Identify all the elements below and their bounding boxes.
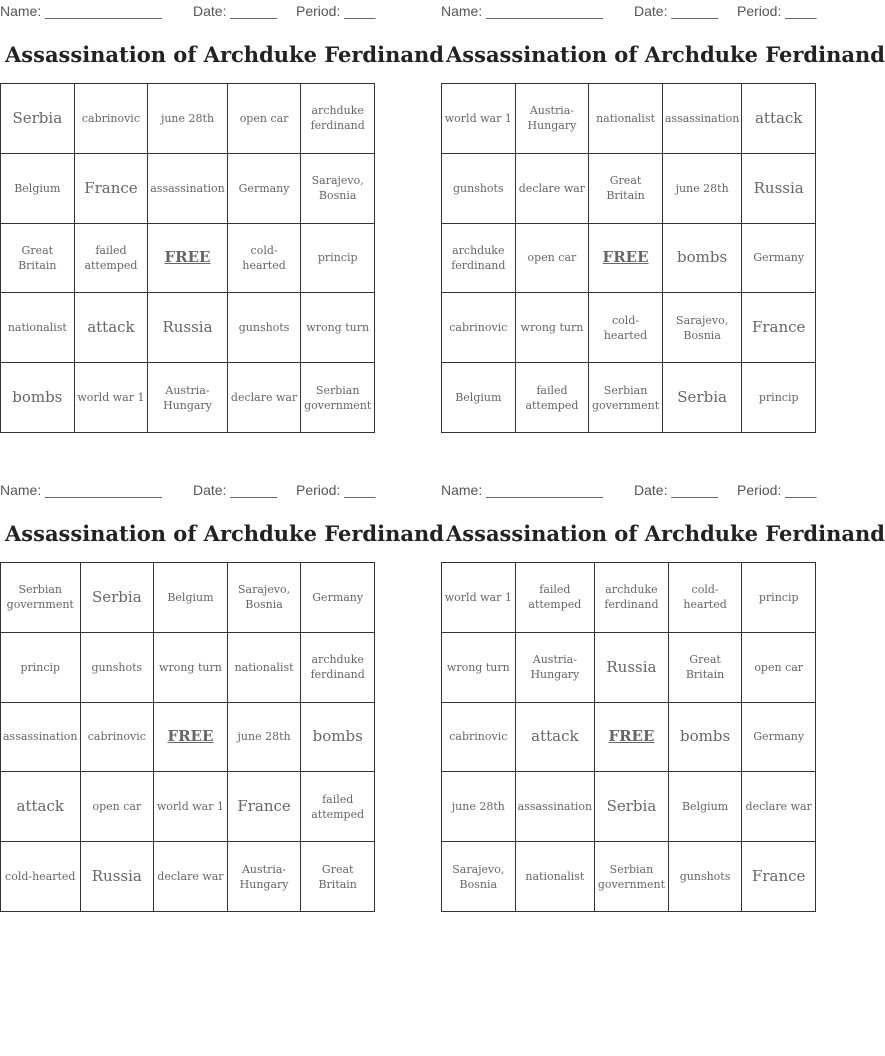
- card-title: Assassination of Archduke Ferdinand: [5, 521, 444, 546]
- bingo-cell: attack: [516, 703, 596, 773]
- bingo-cell: Serbian government: [589, 363, 663, 433]
- bingo-cell: archduke ferdinand: [301, 633, 375, 703]
- bingo-card: [0, 479, 444, 891]
- bingo-cell: world war 1: [442, 84, 516, 154]
- bingo-cell: Serbia: [595, 772, 669, 842]
- bingo-cell: failed attemped: [516, 563, 596, 633]
- bingo-cell: Belgium: [442, 363, 516, 433]
- date-field-label: Date: ______: [193, 3, 278, 19]
- bingo-cell: princip: [1, 633, 81, 703]
- date-field-label: Date: ______: [634, 482, 719, 498]
- bingo-cell: cold-hearted: [228, 224, 302, 294]
- bingo-cell: Sarajevo, Bosnia: [301, 154, 375, 224]
- bingo-cell: Sarajevo, Bosnia: [442, 842, 516, 912]
- bingo-cell: Sarajevo, Bosnia: [228, 563, 302, 633]
- bingo-cell: declare war: [742, 772, 816, 842]
- period-field-label: Period: ____: [737, 3, 817, 19]
- name-field-label: Name: _______________: [0, 3, 162, 19]
- bingo-cell: world war 1: [75, 363, 149, 433]
- bingo-cell: nationalist: [516, 842, 596, 912]
- bingo-cell: Serbian government: [301, 363, 375, 433]
- bingo-cell: cold-hearted: [1, 842, 81, 912]
- period-field-label: Period: ____: [296, 3, 376, 19]
- bingo-grid: [0, 83, 375, 433]
- bingo-cell: Germany: [301, 563, 375, 633]
- free-space-cell: FREE: [589, 224, 663, 294]
- bingo-cell: France: [228, 772, 302, 842]
- bingo-cell: gunshots: [81, 633, 155, 703]
- bingo-cell: open car: [742, 633, 816, 703]
- bingo-cell: declare war: [228, 363, 302, 433]
- bingo-cell: Great Britain: [589, 154, 663, 224]
- bingo-cell: cabrinovic: [442, 293, 516, 363]
- bingo-cell: gunshots: [442, 154, 516, 224]
- bingo-cell: nationalist: [1, 293, 75, 363]
- bingo-cell: Serbia: [663, 363, 743, 433]
- bingo-cell: Belgium: [154, 563, 228, 633]
- bingo-cell: Russia: [595, 633, 669, 703]
- bingo-cell: wrong turn: [154, 633, 228, 703]
- free-space-cell: FREE: [154, 703, 228, 773]
- bingo-cell: assassination: [148, 154, 228, 224]
- bingo-cell: Austria-Hungary: [516, 633, 596, 703]
- free-space-cell: FREE: [595, 703, 669, 773]
- bingo-cell: Serbian government: [1, 563, 81, 633]
- bingo-cell: cabrinovic: [81, 703, 155, 773]
- bingo-cell: Germany: [742, 703, 816, 773]
- bingo-cell: archduke ferdinand: [595, 563, 669, 633]
- bingo-cell: june 28th: [148, 84, 228, 154]
- bingo-cell: Belgium: [1, 154, 75, 224]
- bingo-cell: gunshots: [228, 293, 302, 363]
- bingo-cell: failed attemped: [75, 224, 149, 294]
- bingo-cell: open car: [228, 84, 302, 154]
- bingo-card: [0, 0, 444, 412]
- free-space-cell: FREE: [148, 224, 228, 294]
- name-field-label: Name: _______________: [441, 3, 603, 19]
- bingo-cell: Germany: [742, 224, 816, 294]
- card-header: [0, 0, 375, 22]
- bingo-cell: june 28th: [228, 703, 302, 773]
- bingo-cell: world war 1: [154, 772, 228, 842]
- bingo-cell: Serbian government: [595, 842, 669, 912]
- bingo-cell: world war 1: [442, 563, 516, 633]
- bingo-cell: open car: [516, 224, 590, 294]
- card-title: Assassination of Archduke Ferdinand: [5, 42, 444, 67]
- name-field-label: Name: _______________: [0, 482, 162, 498]
- bingo-cell: bombs: [1, 363, 75, 433]
- bingo-cell: cabrinovic: [75, 84, 149, 154]
- bingo-cell: bombs: [663, 224, 743, 294]
- card-title: Assassination of Archduke Ferdinand: [446, 521, 885, 546]
- bingo-cell: wrong turn: [516, 293, 590, 363]
- bingo-cell: Austria-Hungary: [228, 842, 302, 912]
- bingo-cell: wrong turn: [301, 293, 375, 363]
- bingo-cell: Russia: [81, 842, 155, 912]
- bingo-cell: Great Britain: [301, 842, 375, 912]
- date-field-label: Date: ______: [193, 482, 278, 498]
- bingo-cell: Austria-Hungary: [148, 363, 228, 433]
- bingo-cell: june 28th: [442, 772, 516, 842]
- bingo-cell: Austria-Hungary: [516, 84, 590, 154]
- card-header: [441, 0, 816, 22]
- bingo-cell: gunshots: [669, 842, 743, 912]
- bingo-cell: Serbia: [81, 563, 155, 633]
- bingo-cell: France: [742, 842, 816, 912]
- bingo-cell: princip: [301, 224, 375, 294]
- bingo-cell: Russia: [742, 154, 816, 224]
- period-field-label: Period: ____: [737, 482, 817, 498]
- bingo-cell: assassination: [663, 84, 743, 154]
- bingo-cell: France: [742, 293, 816, 363]
- bingo-cell: declare war: [154, 842, 228, 912]
- bingo-cell: bombs: [301, 703, 375, 773]
- bingo-grid: [441, 562, 816, 912]
- bingo-cell: Sarajevo, Bosnia: [663, 293, 743, 363]
- bingo-cell: declare war: [516, 154, 590, 224]
- bingo-cell: assassination: [1, 703, 81, 773]
- bingo-cell: nationalist: [589, 84, 663, 154]
- bingo-cell: France: [75, 154, 149, 224]
- name-field-label: Name: _______________: [441, 482, 603, 498]
- card-title: Assassination of Archduke Ferdinand: [446, 42, 885, 67]
- bingo-cell: attack: [75, 293, 149, 363]
- bingo-cell: Belgium: [669, 772, 743, 842]
- bingo-cell: cabrinovic: [442, 703, 516, 773]
- bingo-cell: Great Britain: [669, 633, 743, 703]
- bingo-grid: [441, 83, 816, 433]
- bingo-cell: Russia: [148, 293, 228, 363]
- bingo-cell: nationalist: [228, 633, 302, 703]
- card-header: [0, 479, 375, 501]
- card-header: [441, 479, 816, 501]
- bingo-cell: archduke ferdinand: [301, 84, 375, 154]
- bingo-cell: failed attemped: [516, 363, 590, 433]
- period-field-label: Period: ____: [296, 482, 376, 498]
- bingo-cell: Germany: [228, 154, 302, 224]
- bingo-grid: [0, 562, 375, 912]
- bingo-cell: princip: [742, 563, 816, 633]
- bingo-cell: assassination: [516, 772, 596, 842]
- bingo-cell: cold-hearted: [669, 563, 743, 633]
- bingo-cell: attack: [742, 84, 816, 154]
- bingo-cell: open car: [81, 772, 155, 842]
- bingo-cell: cold-hearted: [589, 293, 663, 363]
- bingo-cell: Great Britain: [1, 224, 75, 294]
- bingo-cell: Serbia: [1, 84, 75, 154]
- date-field-label: Date: ______: [634, 3, 719, 19]
- bingo-cell: bombs: [669, 703, 743, 773]
- bingo-card: [441, 479, 885, 891]
- bingo-cell: june 28th: [663, 154, 743, 224]
- bingo-cell: attack: [1, 772, 81, 842]
- bingo-cell: wrong turn: [442, 633, 516, 703]
- bingo-cell: princip: [742, 363, 816, 433]
- bingo-card: [441, 0, 885, 412]
- bingo-cell: failed attemped: [301, 772, 375, 842]
- bingo-cell: archduke ferdinand: [442, 224, 516, 294]
